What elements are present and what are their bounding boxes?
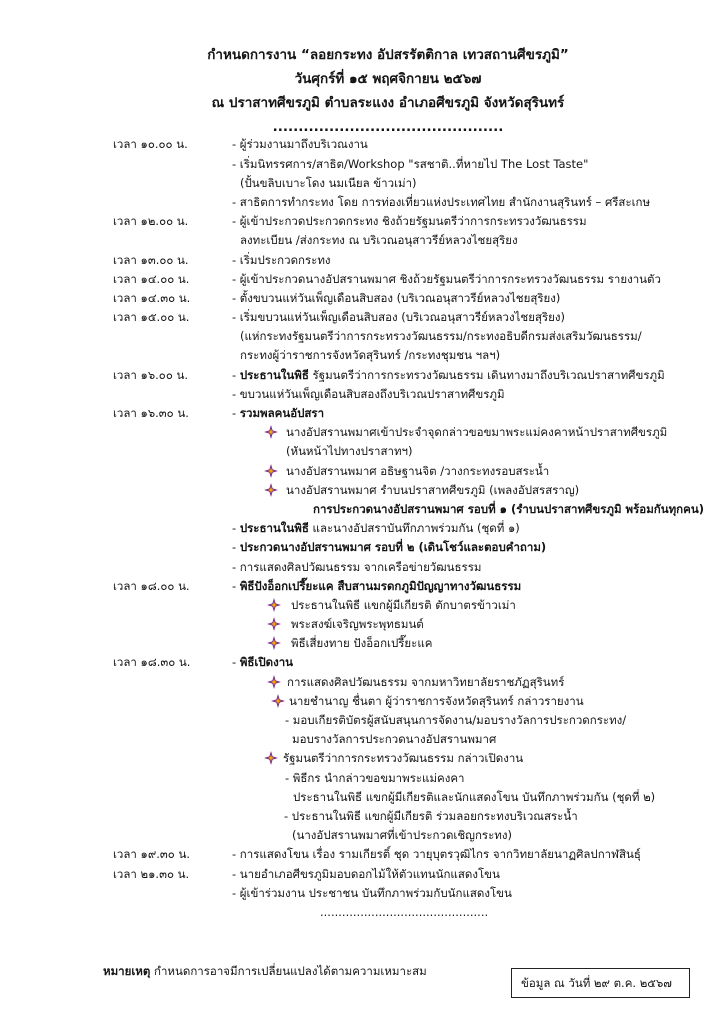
schedule-row — [0, 596, 724, 615]
item-prefix: - — [232, 367, 240, 382]
document-title — [52, 43, 724, 139]
title-venue: ณ ปราสาทศีขรภูมิ ตำบลระแงง อำเภอศีขรภูมิ จังหวัดสุรินทร์ — [211, 95, 565, 111]
item-bold-text: รวมพลคนอัปสรา — [239, 406, 325, 421]
title-event-name: กำหนดการงาน “ลอยกระทง อัปสรรัตติกาล เทวสถานศีขรภูมิ” — [207, 47, 569, 63]
schedule-row — [0, 327, 724, 346]
schedule-item-text: (แห่กระทงรัฐมนตรีว่าการกระทรวงวัฒนธรรม/กระทงอธิบดีกรมส่งเสริมวัฒนธรรม/ — [240, 329, 642, 344]
schedule-item-text: - ประธานในพิธี แขกผู้มีเกียรติ ร่วมลอยกระทงบริเวณสระน้ำ — [284, 808, 578, 823]
schedule — [0, 135, 724, 903]
schedule-row — [0, 558, 724, 577]
schedule-row — [0, 807, 724, 826]
schedule-item-text: กระทงผู้ว่าราชการจังหวัดสุรินทร์ /กระทงชุมชน ฯลฯ) — [240, 348, 501, 363]
schedule-row — [0, 577, 724, 596]
schedule-row — [0, 135, 724, 154]
schedule-row — [0, 462, 724, 481]
item-prefix: - — [232, 406, 240, 421]
schedule-item-text: พิธีเสี่ยงทาย ปังอ็อกเปรี๊ยะแค — [291, 636, 433, 651]
schedule-row — [0, 538, 724, 557]
schedule-item-text: นางอัปสรานพมาศ รำบนปราสาทศีขรภูมิ (เพลงอัปสรสราญ) — [286, 482, 580, 497]
star-bullet-icon — [264, 751, 278, 765]
schedule-item-text — [232, 404, 324, 423]
item-prefix: - — [232, 540, 240, 555]
schedule-item-text: - สาธิตการทำกระทง โดย การท่องเที่ยวแห่งประเทศไทย สำนักงานสุรินทร์ – ศรีสะเกษ — [232, 194, 651, 209]
schedule-row — [0, 634, 724, 653]
schedule-row — [0, 692, 724, 711]
schedule-item-text: นางอัปสรานพมาศเข้าประจำจุดกล่าวขอขมาพระแม่คงคาหน้าปราสาทศีขรภูมิ — [286, 425, 668, 440]
schedule-item-text — [232, 538, 546, 557]
time-label: เวลา ๑๒.๐๐ น. — [113, 214, 189, 229]
time-label: เวลา ๑๙.๓๐ น. — [113, 847, 190, 862]
item-prefix: - — [232, 521, 240, 536]
schedule-item-text: - ผู้เข้าร่วมงาน ประชาชน บันทึกภาพร่วมกับนักแสดงโขน — [232, 885, 512, 900]
schedule-row — [0, 865, 724, 884]
contest-round-heading: การประกวดนางอัปสรานพมาศ รอบที่ ๑ (รำบนปราสาทศีขรภูมิ พร้อมกันทุกคน) — [313, 501, 704, 516]
schedule-row — [0, 251, 724, 270]
time-label: เวลา ๑๘.๐๐ น. — [113, 578, 190, 593]
schedule-item-text: - ผู้ร่วมงานมาถึงบริเวณงาน — [232, 137, 368, 152]
footnote — [103, 962, 427, 981]
schedule-row — [0, 193, 724, 212]
time-label: เวลา ๑๖.๐๐ น. — [113, 367, 189, 382]
item-text: และนางอัปสราบันทึกภาพร่วมกัน (ชุดที่ ๑) — [308, 521, 520, 536]
item-bold-text: ประกวดนางอัปสรานพมาศ รอบที่ ๒ (เดินโชว์และตอบคำถาม) — [239, 540, 547, 555]
star-bullet-icon — [267, 675, 281, 689]
schedule-item-text: - การแสดงโขน เรื่อง รามเกียรติ์ ชุด วายุบุตรวุฒิไกร จากวิทยาลัยนาฏศิลปกาฬสินธุ์ — [232, 847, 641, 862]
schedule-item-text: (หันหน้าไปทางปราสาทฯ) — [286, 444, 413, 459]
star-bullet-icon — [267, 636, 281, 650]
schedule-item-text: นางอัปสรานพมาศ อธิษฐานจิต /วางกระทงรอบสระน้ำ — [286, 463, 550, 478]
time-label: เวลา ๑๔.๐๐ น. — [113, 271, 190, 286]
schedule-row — [0, 155, 724, 174]
schedule-row — [0, 423, 724, 442]
schedule-item-text: - เริ่มประกวดกระทง — [232, 252, 331, 267]
schedule-row — [0, 845, 724, 864]
item-bold-text: ประธานในพิธี — [239, 521, 309, 536]
schedule-row — [0, 711, 724, 730]
star-bullet-icon — [271, 694, 285, 708]
star-bullet-icon — [264, 425, 278, 439]
schedule-item-text: นายชำนาญ ชื่นตา ผู้ว่าราชการจังหวัดสุรินทร์ กล่าวรายงาน — [289, 693, 584, 708]
schedule-row — [0, 769, 724, 788]
schedule-row — [0, 366, 724, 385]
star-bullet-icon — [264, 464, 278, 478]
schedule-item-text: - มอบเกียรติบัตรผู้สนับสนุนการจัดงาน/มอบรางวัลการประกวดกระทง/ — [285, 713, 627, 728]
schedule-row — [0, 500, 724, 519]
item-prefix: - — [232, 655, 240, 670]
schedule-row — [0, 788, 724, 807]
time-label: เวลา ๑๐.๐๐ น. — [113, 137, 188, 152]
schedule-row — [0, 826, 724, 845]
schedule-item-text: ประธานในพิธี แขกผู้มีเกียรติ ตักบาตรข้าวเม่า — [291, 597, 516, 612]
data-date-box: ข้อมูล ณ วันที่ ๒๙ ต.ค. ๒๕๖๗ — [511, 968, 690, 998]
schedule-item-text — [232, 653, 293, 672]
schedule-item-text: รัฐมนตรีว่าการกระทรวงวัฒนธรรม กล่าวเปิดงาน — [283, 751, 524, 766]
schedule-item-text: - ผู้เข้าประกวดประกวดกระทง ชิงถ้วยรัฐมนตรีว่าการกระทรวงวัฒนธรรม — [232, 214, 587, 229]
schedule-item-text: (นางอัปสรานพมาศที่เข้าประกวดเชิญกระทง) — [292, 828, 512, 843]
footnote-text: กำหนดการอาจมีการเปลี่ยนแปลงได้ตามความเหมาะสม — [150, 964, 427, 978]
schedule-row — [0, 653, 724, 672]
schedule-item-text: - เริ่มนิทรรศการ/สาธิต/Workshop "รสชาติ..ที่หายไป The Lost Taste" — [232, 156, 589, 171]
schedule-row — [0, 481, 724, 500]
title-date: วันศุกร์ที่ ๑๕ พฤศจิกายน ๒๕๖๗ — [294, 71, 482, 87]
schedule-row — [0, 212, 724, 231]
schedule-row — [0, 519, 724, 538]
schedule-row — [0, 385, 724, 404]
item-bold-text: พิธีเปิดงาน — [239, 655, 294, 670]
schedule-item-text: - พิธีกร นำกล่าวขอขมาพระแม่คงคา — [285, 770, 465, 785]
schedule-item-text: ลงทะเบียน /ส่งกระทง ณ บริเวณอนุสาวรีย์หลวงไชยสุริยง — [240, 233, 518, 248]
schedule-row — [0, 673, 724, 692]
time-label: เวลา ๑๔.๓๐ น. — [113, 290, 191, 305]
item-prefix: - — [232, 578, 240, 593]
star-bullet-icon — [264, 483, 278, 497]
item-text: รัฐมนตรีว่าการกระทรวงวัฒนธรรม เดินทางมาถึงบริเวณปราสาทศีขรภูมิ — [308, 367, 665, 382]
schedule-item-text: พระสงฆ์เจริญพระพุทธมนต์ — [291, 617, 424, 632]
time-label: เวลา ๑๓.๐๐ น. — [113, 252, 189, 267]
time-label: เวลา ๑๖.๓๐ น. — [113, 406, 189, 421]
schedule-row — [0, 615, 724, 634]
star-bullet-icon — [267, 598, 281, 612]
schedule-item-text: การแสดงศิลปวัฒนธรรม จากมหาวิทยาลัยราชภัฏสุรินทร์ — [287, 674, 565, 689]
title-divider: ............................................. — [272, 119, 504, 135]
item-bold-text: ประธานในพิธี — [239, 367, 309, 382]
schedule-item-text: - การแสดงศิลปวัฒนธรรม จากเครือข่ายวัฒนธรรม — [232, 559, 482, 574]
closing-divider: .............................................. — [320, 905, 489, 920]
footnote-label: หมายเหตุ — [103, 964, 151, 978]
schedule-row — [0, 730, 724, 749]
item-bold-text: พิธีปังอ็อกเปรี๊ยะแค สืบสานมรดกภูมิปัญญาทางวัฒนธรรม — [239, 578, 522, 593]
schedule-row — [0, 442, 724, 461]
schedule-row — [0, 289, 724, 308]
time-label: เวลา ๑๘.๓๐ น. — [113, 655, 191, 670]
schedule-row — [0, 231, 724, 250]
schedule-item-text: มอบรางวัลการประกวดนางอัปสรานพมาศ — [292, 732, 497, 747]
schedule-row — [0, 308, 724, 327]
schedule-item-text: - ขบวนแห่วันเพ็ญเดือนสิบสองถึงบริเวณปราสาทศีขรภูมิ — [232, 386, 505, 401]
schedule-row — [0, 884, 724, 903]
schedule-row — [0, 749, 724, 768]
schedule-item-text — [232, 519, 520, 538]
schedule-row — [0, 346, 724, 365]
schedule-item-text: - เริ่มขบวนแห่วันเพ็ญเดือนสิบสอง (บริเวณอนุสาวรีย์หลวงไชยสุริยง) — [232, 310, 565, 325]
time-label: เวลา ๑๕.๐๐ น. — [113, 310, 190, 325]
schedule-row — [0, 174, 724, 193]
schedule-row — [0, 270, 724, 289]
schedule-item-text — [232, 366, 665, 385]
schedule-item-text — [232, 577, 521, 596]
star-bullet-icon — [267, 617, 281, 631]
schedule-item-text: ประธานในพิธี แขกผู้มีเกียรติและนักแสดงโขน บันทึกภาพร่วมกัน (ชุดที่ ๒) — [293, 789, 656, 804]
schedule-item-text: - นายอำเภอศีขรภูมิมอบดอกไม้ให้ตัวแทนนักแสดงโขน — [232, 866, 500, 881]
schedule-row — [0, 404, 724, 423]
schedule-item-text: - ผู้เข้าประกวดนางอัปสรานพมาศ ชิงถ้วยรัฐมนตรีว่าการกระทรวงวัฒนธรรม รายงานตัว — [232, 271, 661, 286]
schedule-item-text: (ปั้นขลิบเบาะโดง นมเนียล ข้าวเม่า) — [240, 175, 417, 190]
time-label: เวลา ๒๑.๓๐ น. — [113, 866, 190, 881]
schedule-item-text: - ตั้งขบวนแห่วันเพ็ญเดือนสิบสอง (บริเวณอนุสาวรีย์หลวงไชยสุริยง) — [232, 290, 561, 305]
